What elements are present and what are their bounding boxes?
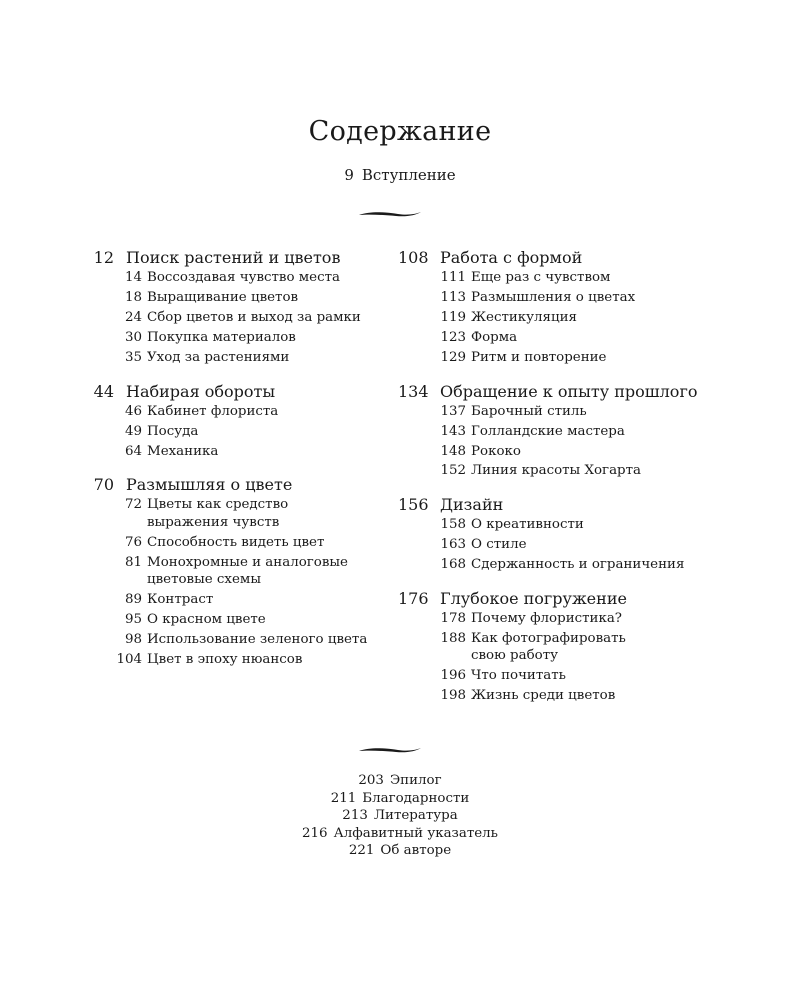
section-page-number: 44 bbox=[93, 381, 114, 401]
section-title: Обращение к опыту прошлого bbox=[440, 381, 698, 401]
entry-page-number: 18 bbox=[124, 289, 142, 305]
section-page-number: 134 bbox=[398, 381, 429, 401]
entry-page-number: 178 bbox=[440, 610, 466, 626]
entry-title: Как фотографировать свою работу bbox=[471, 630, 626, 664]
toc-left-column bbox=[90, 247, 420, 683]
entry-page-number: 123 bbox=[440, 329, 466, 345]
entry-page-number: 72 bbox=[124, 497, 142, 513]
back-matter-entry[interactable] bbox=[0, 790, 800, 808]
section-page-number: 12 bbox=[93, 248, 114, 267]
toc-section bbox=[398, 494, 728, 574]
entry-title: Покупка материалов bbox=[147, 329, 296, 345]
toc-entry[interactable] bbox=[398, 329, 728, 347]
toc-entry[interactable] bbox=[90, 443, 420, 461]
section-title: Набирая обороты bbox=[126, 381, 276, 401]
entry-page-number: 188 bbox=[440, 630, 466, 646]
entry-title: О красном цвете bbox=[147, 612, 266, 628]
page-title: Содержание bbox=[308, 116, 492, 147]
toc-entry[interactable] bbox=[90, 329, 420, 347]
entry-page-number: 198 bbox=[440, 688, 466, 704]
entry-page-number: 95 bbox=[124, 612, 142, 628]
entry-title: Что почитать bbox=[471, 668, 566, 684]
entry-title: Посуда bbox=[147, 423, 199, 439]
entry-page-number: 49 bbox=[124, 423, 142, 439]
entry-page-number: 221 bbox=[348, 843, 375, 858]
toc-entry[interactable] bbox=[398, 610, 728, 628]
section-page-number: 176 bbox=[398, 588, 429, 608]
entry-title: Алфавитный указатель bbox=[333, 825, 498, 841]
toc-entry[interactable] bbox=[398, 309, 728, 327]
entry-title: Кабинет флориста bbox=[147, 403, 279, 419]
toc-entry[interactable] bbox=[398, 403, 728, 421]
entry-title: Еще раз с чувством bbox=[471, 270, 611, 285]
entry-page-number: 30 bbox=[124, 329, 142, 345]
toc-entry[interactable] bbox=[398, 667, 728, 685]
entry-title: Рококо bbox=[471, 443, 521, 459]
entry-title: Об авторе bbox=[380, 843, 452, 858]
toc-entry[interactable] bbox=[90, 534, 420, 552]
toc-section-heading[interactable] bbox=[90, 381, 420, 403]
toc-entry[interactable] bbox=[90, 289, 420, 307]
entry-page-number: 148 bbox=[440, 443, 466, 459]
entry-page-number: 168 bbox=[440, 557, 466, 573]
entry-page-number: 111 bbox=[440, 270, 466, 285]
entry-title: Ритм и повторение bbox=[471, 349, 607, 365]
entry-title: Линия красоты Хогарта bbox=[471, 463, 642, 479]
entry-page-number: 196 bbox=[440, 668, 466, 684]
toc-section-heading[interactable] bbox=[398, 588, 728, 610]
entry-page-number: 64 bbox=[124, 443, 142, 459]
toc-right-column bbox=[398, 247, 728, 719]
entry-page-number: 216 bbox=[302, 825, 328, 841]
entry-page-number: 119 bbox=[440, 309, 466, 325]
toc-entry[interactable] bbox=[398, 556, 728, 574]
toc-entry[interactable] bbox=[90, 349, 420, 367]
toc-section-heading[interactable] bbox=[398, 494, 728, 516]
entry-title: Цвет в эпоху нюансов bbox=[147, 652, 303, 668]
back-matter-entry[interactable] bbox=[0, 807, 800, 825]
entry-title: Эпилог bbox=[389, 773, 442, 788]
entry-page-number: 24 bbox=[124, 309, 142, 325]
toc-entry[interactable] bbox=[90, 423, 420, 441]
section-title: Работа с формой bbox=[440, 248, 583, 267]
entry-title: Монохромные и аналоговые цветовые схемы bbox=[147, 554, 348, 588]
toc-entry[interactable] bbox=[398, 536, 728, 554]
entry-page-number: 76 bbox=[124, 534, 142, 550]
entry-page-number: 211 bbox=[330, 790, 357, 806]
back-matter-entry[interactable] bbox=[0, 825, 800, 843]
toc-entry[interactable] bbox=[398, 349, 728, 367]
entry-title: О креативности bbox=[471, 517, 584, 533]
toc-section bbox=[398, 588, 728, 705]
intro-label: Вступление bbox=[361, 166, 456, 184]
toc-entry[interactable] bbox=[398, 687, 728, 705]
entry-page-number: 89 bbox=[124, 592, 142, 608]
toc-section bbox=[90, 474, 420, 669]
entry-title: Почему флористика? bbox=[471, 610, 622, 626]
entry-page-number: 158 bbox=[440, 517, 466, 533]
toc-entry[interactable] bbox=[90, 611, 420, 629]
entry-title: Жестикуляция bbox=[471, 309, 577, 325]
section-title: Глубокое погружение bbox=[440, 588, 627, 608]
entry-title: Форма bbox=[471, 329, 518, 345]
toc-entry[interactable] bbox=[398, 443, 728, 461]
entry-page-number: 81 bbox=[124, 554, 142, 570]
entry-title: Выращивание цветов bbox=[147, 289, 299, 305]
toc-section-heading[interactable] bbox=[90, 474, 420, 496]
toc-section-heading[interactable] bbox=[398, 381, 728, 403]
back-matter-entry[interactable] bbox=[0, 842, 800, 860]
divider-flourish-top bbox=[358, 209, 422, 219]
toc-section-heading[interactable] bbox=[398, 247, 728, 269]
entry-page-number: 98 bbox=[124, 632, 142, 648]
entry-title: О стиле bbox=[471, 537, 527, 553]
entry-page-number: 203 bbox=[358, 773, 384, 788]
entry-title: Цветы как средство выражения чувств bbox=[147, 497, 289, 530]
entry-page-number: 113 bbox=[440, 289, 466, 305]
toc-entry[interactable] bbox=[90, 309, 420, 327]
back-matter-entry[interactable] bbox=[0, 772, 800, 790]
intro-page-number: 9 bbox=[344, 166, 354, 184]
toc-entry[interactable] bbox=[398, 516, 728, 534]
toc-entry[interactable] bbox=[90, 496, 420, 531]
toc-entry[interactable] bbox=[398, 630, 728, 665]
toc-entry[interactable] bbox=[90, 269, 420, 287]
entry-page-number: 104 bbox=[116, 652, 142, 668]
entry-title: Способность видеть цвет bbox=[147, 534, 325, 550]
entry-page-number: 14 bbox=[124, 270, 142, 285]
entry-page-number: 46 bbox=[124, 403, 142, 419]
section-page-number: 70 bbox=[93, 475, 114, 495]
toc-entry[interactable] bbox=[398, 462, 728, 480]
toc-entry[interactable] bbox=[90, 403, 420, 421]
toc-entry[interactable] bbox=[90, 631, 420, 649]
entry-title: Голландские мастера bbox=[471, 423, 625, 439]
entry-title: Благодарности bbox=[362, 790, 470, 806]
entry-title: Сбор цветов и выход за рамки bbox=[147, 309, 361, 325]
toc-section bbox=[90, 381, 420, 461]
entry-title: Уход за растениями bbox=[147, 349, 290, 365]
section-page-number: 108 bbox=[398, 248, 429, 267]
entry-page-number: 143 bbox=[440, 423, 466, 439]
toc-entry[interactable] bbox=[398, 423, 728, 441]
entry-title: Контраст bbox=[147, 592, 214, 608]
entry-title: Барочный стиль bbox=[471, 403, 587, 419]
entry-page-number: 35 bbox=[124, 349, 142, 365]
section-title: Дизайн bbox=[440, 495, 504, 515]
entry-title: Жизнь среди цветов bbox=[471, 688, 616, 704]
toc-entry[interactable] bbox=[90, 554, 420, 589]
section-title: Поиск растений и цветов bbox=[126, 248, 341, 267]
section-page-number: 156 bbox=[398, 495, 429, 515]
entry-page-number: 137 bbox=[440, 403, 466, 419]
entry-title: Воссоздавая чувство места bbox=[147, 270, 340, 285]
toc-entry[interactable] bbox=[90, 591, 420, 609]
entry-page-number: 152 bbox=[440, 463, 466, 479]
entry-title: Размышления о цветах bbox=[471, 289, 636, 305]
section-title: Размышляя о цвете bbox=[126, 475, 293, 495]
entry-title: Литература bbox=[373, 808, 458, 823]
intro-entry[interactable] bbox=[0, 166, 800, 184]
toc-entry[interactable] bbox=[90, 651, 420, 669]
toc-entry[interactable] bbox=[398, 289, 728, 307]
entry-page-number: 163 bbox=[440, 537, 466, 553]
entry-page-number: 129 bbox=[440, 349, 466, 365]
entry-page-number: 213 bbox=[342, 808, 368, 823]
entry-title: Использование зеленого цвета bbox=[147, 632, 368, 648]
back-matter-list bbox=[0, 772, 800, 860]
divider-flourish-bottom bbox=[358, 745, 422, 755]
toc-section bbox=[398, 381, 728, 481]
entry-title: Механика bbox=[147, 443, 219, 459]
entry-title: Сдержанность и ограничения bbox=[471, 557, 685, 573]
toc-section bbox=[398, 247, 728, 367]
toc-entry[interactable] bbox=[398, 269, 728, 287]
toc-section-heading[interactable] bbox=[90, 247, 420, 269]
toc-section bbox=[90, 247, 420, 367]
